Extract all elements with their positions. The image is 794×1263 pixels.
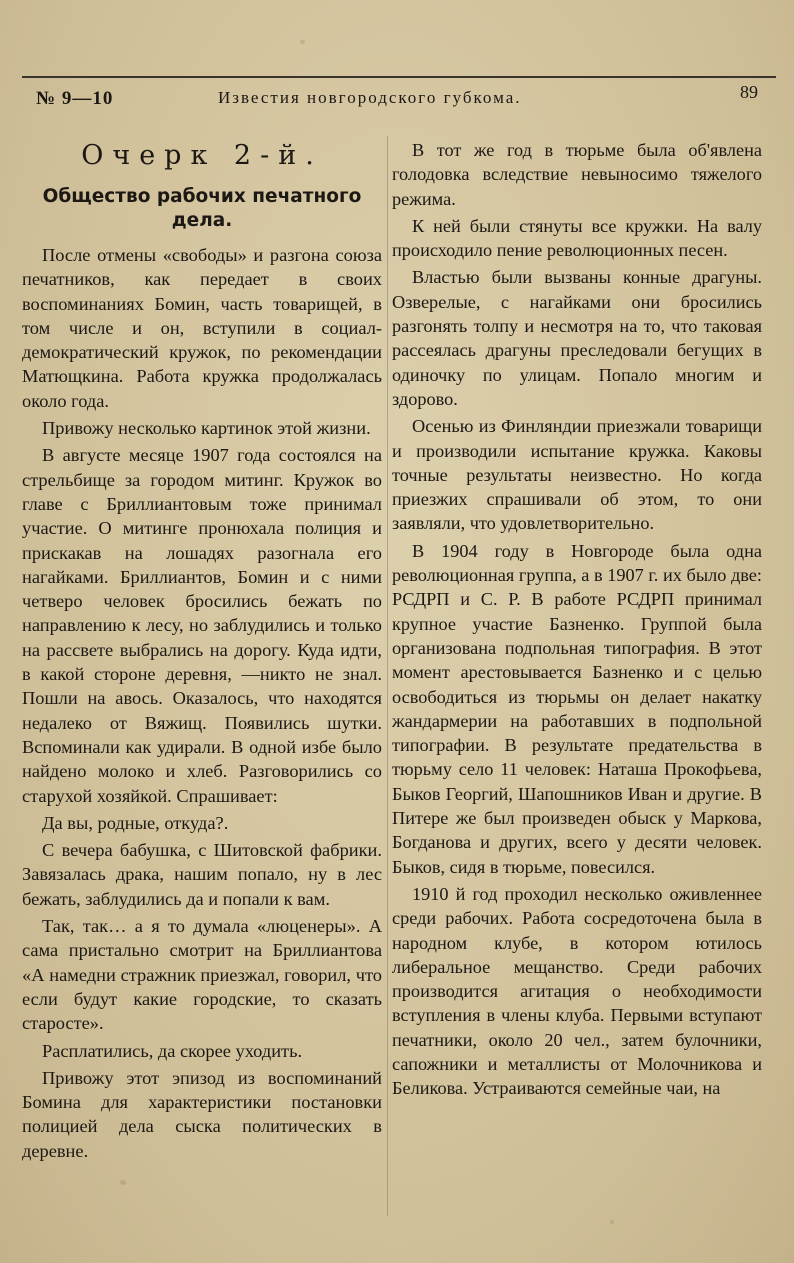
paragraph: В августе месяце 1907 года состоялся на стрельбище за городом митинг. Кружок во главе с Бриллиантовым тоже принимал участие. О митинге пронюхала полиция и прискакав на лошадях разогнала его нагайками. Бриллиантов, Бомин и с ними четверо человек бросились бежать по направлению к лесу, но заблудились и только на рассвете выбрались на дорогу. Куда идти, в какой стороне деревня, —никто не знал. Пошли на авось. Оказалось, что находятся недалеко от Вяжищ. Появились шутки. Вспоминали как удирали. В одной избе было найдено молоко и хлеб. Разговорились со старухой хозяйкой. Спрашивает: bbox=[22, 445, 382, 806]
page-number: 89 bbox=[740, 82, 758, 102]
paragraph: С вечера бабушка, с Шитовской фабрики. Завязалась драка, нашим попало, ну в лес бежать, заблудились да и попали к вам. bbox=[22, 840, 382, 909]
paragraph: Привожу этот эпизод из воспоминаний Бомина для характеристики постановки полицией дела сыска политических в деревне. bbox=[22, 1067, 382, 1161]
issue-number: № 9—10 bbox=[36, 88, 114, 109]
article-title: Общество рабочих печатного дела. bbox=[42, 186, 362, 231]
paper-speckle bbox=[610, 1220, 614, 1224]
paragraph: Привожу несколько картинок этой жизни. bbox=[42, 418, 371, 439]
paper-speckle bbox=[300, 40, 305, 44]
paragraph: Осенью из Финляндии приезжали товарищи и производили испытание кружка. Каковы точные результаты неизвестно. Но когда приезжих спрашивали об этом, то они заявляли, что удовлетворительно. bbox=[392, 416, 762, 534]
paragraph: Так, так… а я то думала «люценеры». А сама пристально смотрит на Бриллиантова «А намедни стражник приезжал, говорил, что если будут какие городские, то сказать старосте». bbox=[22, 916, 382, 1034]
paragraph: В тот же год в тюрьме была об'явлена голодовка вследствие невыносимо тяжелого режима. bbox=[392, 140, 762, 209]
journal-title: Известия новгородского губкома. bbox=[218, 88, 522, 107]
page-header bbox=[36, 82, 758, 112]
section-title: Очерк 2-й. bbox=[81, 140, 323, 171]
paragraph: После отмены «свободы» и разгона союза печатников, как передает в своих воспоминаниях Бомин, часть товарищей, в том числе и он, вступили в социал-демократический кружок, по рекомендации Матющкина. Работа кружка продолжалась около года. bbox=[22, 245, 382, 411]
right-column bbox=[392, 138, 762, 1101]
paragraph: 1910 й год проходил несколько оживленнее среди рабочих. Работа сосредоточена была в народном клубе, в котором ютилось либеральное мещанство. Среди рабочих производится агитация о необходимости вступления в члены клуба. Первыми вступают печатники, около 20 чел., затем булочники, сапожники и металлисты от Молочникова и Беликова. Устраиваются семейные чаи, на bbox=[392, 883, 762, 1099]
left-column bbox=[22, 132, 382, 1163]
paragraph: В 1904 году в Новгороде была одна революционная группа, а в 1907 г. их было две: РСДРП и С. Р. В работе РСДРП принимал крупное участие Базненко. Группой была организована подпольная типография. В этот момент арестовывается Базненко и с целью освободиться из тюрьмы он делает накатку жандармерии на работавших в подпольной типографии. В результате предательства в тюрьму село 11 человек: Наташа Прокофьева, Быков Георгий, Шапошников Иван и другие. В Питере же был произведен обыск у Маркова, Богданова и других, всего у десяти человек. Быков, сидя в тюрьме, повесился. bbox=[392, 540, 762, 877]
paragraph: К ней были стянуты все кружки. На валу происходило пение революционных песен. bbox=[392, 215, 762, 261]
paper-speckle bbox=[120, 1180, 126, 1185]
header-rule bbox=[22, 76, 776, 78]
paragraph: Да вы, родные, откуда?. bbox=[42, 812, 229, 833]
paragraph: Расплатились, да скорее уходить. bbox=[42, 1040, 303, 1061]
paragraph: Властью были вызваны конные драгуны. Озверелые, с нагайками они бросились разгонять толпу и несмотря на то, что таковая рассеялась драгуны преследовали бегущих в одиночку по улицам. Попало многим и здорово. bbox=[392, 267, 762, 409]
column-divider bbox=[387, 136, 388, 1216]
